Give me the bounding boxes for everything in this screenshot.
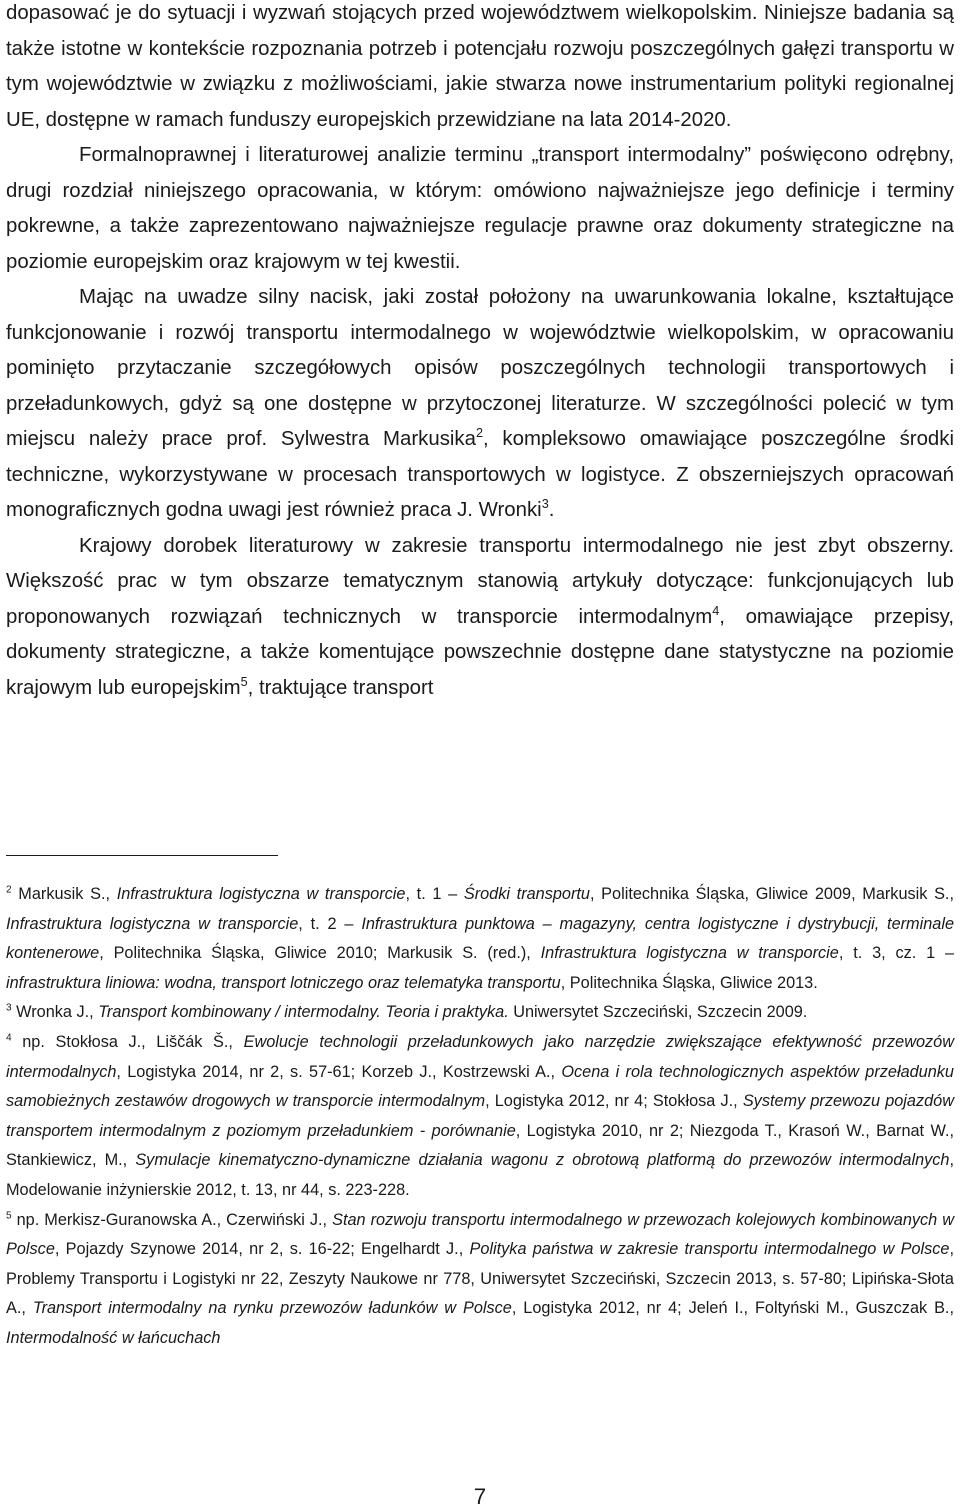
page-number: 7 [473, 1484, 487, 1509]
footnote-3-number: 3 [6, 1002, 12, 1014]
footnote-5-text: np. Merkisz-Guranowska A., Czerwiński J., [11, 1210, 333, 1229]
paragraph-4-text-a: Krajowy dorobek literaturowy w zakresie transportu intermodalnego nie jest zbyt obszerny. Większość prac w tym obszarze tematycznym stanowią artykuły dotyczące: funkcjonujących lub proponowanych rozwiązań technicznych w transporcie intermodalnym [6, 534, 954, 628]
paragraph-2 [6, 138, 954, 280]
footnote-5-title: Polityka państwa w zakresie transportu intermodalnego w Polsce [469, 1240, 950, 1259]
footnote-2-text: , Politechnika Śląska, Gliwice 2010; Markusik S. (red.), [99, 944, 541, 963]
footnote-4-title: Ocena i rola technologicznych aspektów przeładunku samobieżnych zestawów drogowych w transporcie intermodalnym [6, 1062, 954, 1111]
footnote-2-text: , Politechnika Śląska, Gliwice 2009, Markusik S., [589, 885, 954, 903]
footnote-ref-5[interactable]: 5 [240, 674, 248, 689]
footnote-5 [6, 1206, 954, 1354]
footnote-3-text: Wronka J., [11, 1003, 99, 1022]
footnote-2-title: Infrastruktura logistyczna w transporcie [6, 914, 299, 933]
footnote-2-title: infrastruktura liniowa: wodna, transport lotniczego oraz telematyka transportu [6, 973, 561, 992]
footnote-2-text: , Politechnika Śląska, Gliwice 2013. [560, 973, 818, 992]
footnote-3-text: Uniwersytet Szczeciński, Szczecin 2009. [508, 1003, 808, 1022]
footnote-5-title: Stan rozwoju transportu intermodalnego w przewozach kolejowych kombinowanych w Polsce [6, 1210, 954, 1259]
footnote-2-title: Infrastruktura logistyczna w transporcie [540, 944, 839, 963]
footnote-4-title: Ewolucje technologii przeładunkowych jako narzędzie zwiększające efektywność przewozów intermodalnych [6, 1032, 954, 1081]
footnote-5-text: , Pojazdy Szynowe 2014, nr 2, s. 16-22; Engelhardt J., [54, 1240, 470, 1259]
footnote-4-title: Systemy przewozu pojazdów transportem intermodalnym z poziomym przeładunkiem - porównanie [6, 1092, 954, 1140]
footnote-separator [6, 855, 278, 856]
footnote-ref-3[interactable]: 3 [541, 497, 549, 512]
page-body [6, 0, 954, 706]
footnote-5-number: 5 [6, 1210, 12, 1222]
paragraph-3-text-b: , kompleksowo omawiające poszczególne środki techniczne, wykorzystywane w procesach transportowych w logistyce. Z obszerniejszych opracowań monograficznych godna uwagi jest również praca J. Wronki [6, 428, 954, 521]
footnote-2-text: , t. 3, cz. 1 – [838, 944, 955, 963]
footnote-2-title: Środki transportu [463, 885, 590, 903]
footnote-5-title: Transport intermodalny na rynku przewozów ładunków w Polsce [32, 1299, 512, 1318]
footnote-ref-2[interactable]: 2 [475, 426, 483, 441]
paragraph-3 [6, 280, 954, 529]
footnote-4-text: np. Stokłosa J., Liščák Š., [11, 1032, 244, 1051]
footnote-4-title: Symulacje kinematyczno-dynamiczne działania wagonu z obrotową platformą do przewozów intermodalnych [135, 1151, 950, 1170]
footnote-5-text: , Logistyka 2012, nr 4; Jeleń I., Foltyński M., Guszczak B., [511, 1299, 954, 1318]
paragraph-3-text-a: Mając na uwadze silny nacisk, jaki został położony na uwarunkowania lokalne, kształtujące funkcjonowanie i rozwój transportu intermodalnego w województwie wielkopolskim, w opracowaniu pominięto przytaczanie szczegółowych opisów poszczególnych technologii transportowych i przeładunkowych, gdyż są one dostępne w przytoczonej literaturze. W szczególności polecić w tym miejscu należy prace prof. Sylwestra Markusika [6, 286, 954, 450]
footnote-2-title: Infrastruktura logistyczna w transporcie [116, 885, 406, 903]
footnote-2-text: , t. 2 – [298, 914, 362, 933]
footnote-4-text: , Logistyka 2014, nr 2, s. 57-61; Korzeb J., Kostrzewski A., [116, 1062, 562, 1081]
footnote-4-text: , Modelowanie inżynierskie 2012, t. 13, nr 44, s. 223-228. [6, 1151, 954, 1199]
footnote-5-title: Intermodalność w łańcuchach [6, 1328, 221, 1347]
footnote-4-number: 4 [6, 1032, 12, 1044]
footnote-2-title: Infrastruktura punktowa – magazyny, centra logistyczne i dystrybucji, terminale kontenerowe [6, 914, 955, 963]
footnote-ref-4[interactable]: 4 [712, 603, 720, 618]
paragraph-1 [6, 0, 954, 138]
footnote-2-text: , t. 1 – [405, 885, 464, 903]
footnote-2-number: 2 [6, 884, 12, 896]
paragraph-4-text-c: , traktujące transport [247, 676, 434, 699]
footnote-4 [6, 1028, 954, 1206]
footnote-4-text: , Logistyka 2010, nr 2; Niezgoda T., Krasoń W., Barnat W., Stankiewicz, M., [6, 1121, 954, 1170]
paragraph-4 [6, 529, 954, 707]
paragraph-1-text: dopasować je do sytuacji i wyzwań stojących przed województwem wielkopolskim. Niniejsze badania są także istotne w kontekście rozpoznania potrzeb i potencjału rozwoju poszczególnych gałęzi transportu w tym województwie w związku z możliwościami, jakie stwarza nowe instrumentarium polityki regionalnej UE, dostępne w ramach funduszy europejskich przewidziane na lata 2014-2020. [6, 2, 954, 131]
footnote-5-text: , Problemy Transportu i Logistyki nr 22, Zeszyty Naukowe nr 778, Uniwersytet Szczeciński, Szczecin 2013, s. 57-80; Lipińska-Słota A., [6, 1240, 954, 1318]
paragraph-2-text: Formalnoprawnej i literaturowej analizie terminu „transport intermodalny” poświęcono odrębny, drugi rozdział niniejszego opracowania, w którym: omówiono najważniejsze jego definicje i terminy pokrewne, a także zaprezentowano najważniejsze regulacje prawne oraz dokumenty strategiczne na poziomie europejskim oraz krajowym w tej kwestii. [6, 144, 954, 273]
paragraph-3-text-c: . [548, 499, 555, 521]
footnote-4-text: , Logistyka 2012, nr 4; Stokłosa J., [485, 1092, 743, 1111]
footnote-2 [6, 880, 954, 998]
footnote-2-text: Markusik S., [11, 885, 117, 903]
footnote-3 [6, 998, 954, 1028]
footnote-3-title: Transport kombinowany / intermodalny. Teoria i praktyka. [98, 1003, 509, 1022]
footnotes [6, 880, 954, 1354]
paragraph-4-text-b: , omawiające przepisy, dokumenty strategiczne, a także komentujące powszechnie dostępne dane statystyczne na poziomie krajowym lub europejskim [6, 605, 954, 699]
